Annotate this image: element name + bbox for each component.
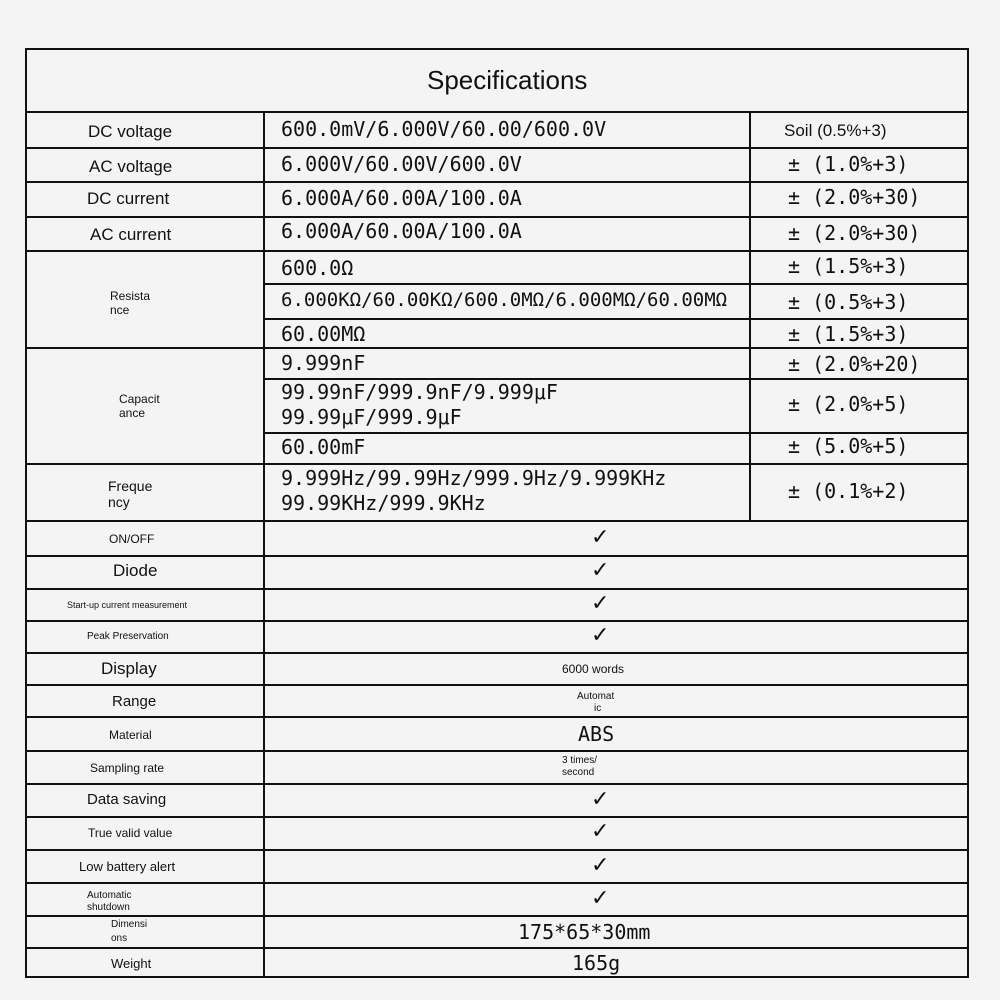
row-divider [25,250,969,252]
low-battery-check: ✓ [591,853,610,878]
row-divider [25,588,969,590]
row-divider [25,816,969,818]
dc-voltage-range: 600.0mV/6.000V/60.00/600.0V [281,117,607,141]
ac-current-accuracy: ± (2.0%+30) [788,221,921,245]
capacitance-accuracy-1: ± (2.0%+20) [788,352,921,376]
resistance-accuracy-3: ± (1.5%+3) [788,322,909,346]
dimensions-label-line1: Dimensi [111,919,148,930]
capacitance-range-2-line2: 99.99μF/999.9μF [281,405,462,429]
display-value: 6000 words [562,662,625,676]
dc-voltage-label: DC voltage [88,122,173,141]
resistance-range-1: 600.0Ω [281,256,354,280]
row-divider [25,620,969,622]
display-label: Display [101,659,157,678]
resistance-range-2: 6.000KΩ/60.00KΩ/600.0MΩ/6.000MΩ/60.00MΩ [281,289,728,311]
range-label: Range [112,693,157,710]
row-divider [25,347,969,349]
row-divider [25,520,969,522]
page-title: Specifications [427,65,588,95]
sampling-rate-value-line2: second [562,767,595,778]
range-value-line2: ic [594,703,602,714]
frequency-range-line2: 99.99KHz/999.9KHz [281,491,486,515]
resistance-accuracy-2: ± (0.5%+3) [788,290,909,314]
data-saving-check: ✓ [591,787,610,812]
auto-shutdown-label-line1: Automatic [87,890,132,901]
column-divider [749,111,751,521]
weight-label: Weight [111,956,152,971]
true-valid-value-label: True valid value [88,826,173,840]
auto-shutdown-check: ✓ [591,886,610,911]
row-divider [25,915,969,917]
row-divider [25,947,969,949]
row-divider [25,783,969,785]
frequency-label-line1: Freque [108,478,153,494]
resistance-range-3: 60.00MΩ [281,322,366,346]
dimensions-label-line2: ons [111,933,128,944]
row-divider [25,555,969,557]
true-valid-value-check: ✓ [591,819,610,844]
dc-voltage-accuracy: Soil (0.5%+3) [784,121,887,140]
peak-preservation-label: Peak Preservation [87,631,169,642]
peak-preservation-check: ✓ [591,623,610,648]
ac-voltage-range: 6.000V/60.00V/600.0V [281,152,522,176]
dc-current-accuracy: ± (2.0%+30) [788,185,921,209]
capacitance-range-2-line1: 99.99nF/999.9nF/9.999μF [281,380,558,404]
auto-shutdown-label-line2: shutdown [87,902,130,913]
material-label: Material [109,728,152,742]
ac-voltage-accuracy: ± (1.0%+3) [788,152,909,176]
on-off-check: ✓ [591,525,610,550]
row-divider [25,463,969,465]
dc-current-label: DC current [87,189,170,208]
ac-voltage-label: AC voltage [89,157,173,176]
sampling-rate-value-line1: 3 times/ [562,755,598,766]
range-value-line1: Automat [577,691,615,702]
ac-current-label: AC current [90,225,172,244]
capacitance-accuracy-3: ± (5.0%+5) [788,434,909,458]
row-divider [25,882,969,884]
diode-check: ✓ [591,558,610,583]
ac-current-range: 6.000A/60.00A/100.0A [281,219,522,243]
row-divider [25,750,969,752]
low-battery-label: Low battery alert [79,859,176,874]
frequency-label-line2: ncy [108,494,130,510]
capacitance-range-1: 9.999nF [281,351,366,375]
frequency-accuracy: ± (0.1%+2) [788,479,909,503]
row-divider [25,216,969,218]
column-divider [263,111,265,978]
on-off-label: ON/OFF [109,532,155,546]
row-divider [25,652,969,654]
row-divider [263,283,969,285]
frequency-range-line1: 9.999Hz/99.99Hz/999.9Hz/9.999KHz [281,466,667,490]
row-divider [25,181,969,183]
resistance-label-line1: Resista [110,289,151,303]
dc-current-range: 6.000A/60.00A/100.0A [281,186,522,210]
row-divider [25,716,969,718]
startup-current-check: ✓ [591,591,610,616]
row-divider [25,147,969,149]
row-divider [263,318,969,320]
row-divider [25,111,969,113]
dimensions-value: 175*65*30mm [518,920,651,944]
row-divider [25,684,969,686]
diode-label: Diode [113,561,158,580]
weight-value: 165g [572,951,621,975]
resistance-accuracy-1: ± (1.5%+3) [788,254,909,278]
capacitance-range-3: 60.00mF [281,435,366,459]
capacitance-label-line1: Capacit [119,392,160,406]
startup-current-label: Start-up current measurement [67,600,188,610]
resistance-label-line2: nce [110,303,130,317]
data-saving-label: Data saving [87,791,167,808]
sampling-rate-label: Sampling rate [90,761,165,775]
capacitance-accuracy-2: ± (2.0%+5) [788,392,909,416]
row-divider [25,849,969,851]
material-value: ABS [578,722,615,746]
capacitance-label-line2: ance [119,406,146,420]
